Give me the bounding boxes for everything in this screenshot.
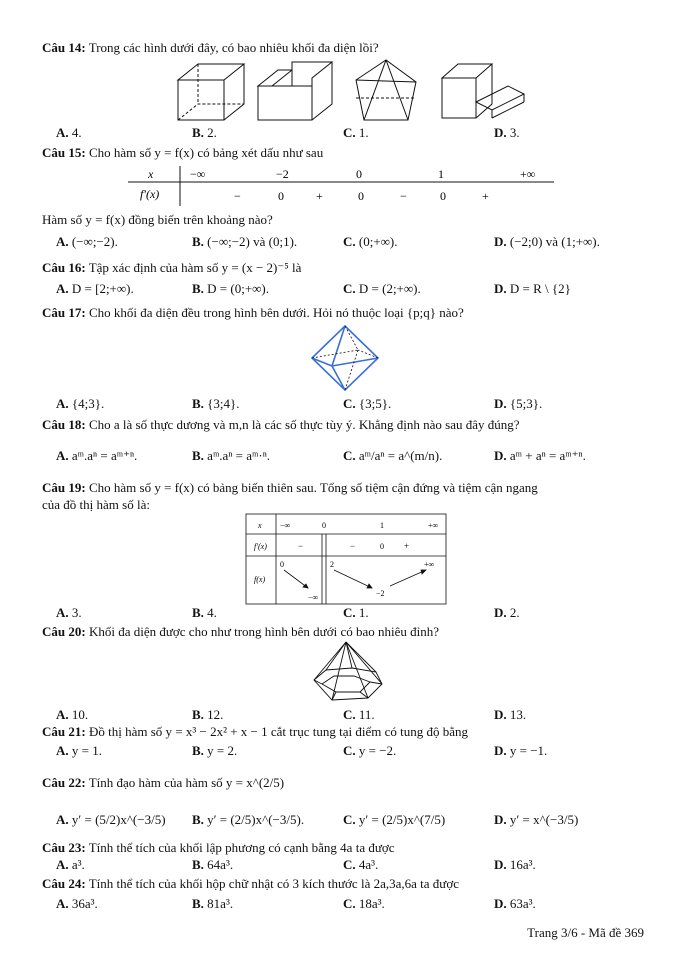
q20-option-b[interactable]: B. 12. (192, 707, 224, 722)
q19-option-b[interactable]: B. 4. (192, 605, 217, 620)
q15-sign-table (128, 164, 554, 208)
q23-text: Tính thể tích của khối lập phương có cạnh bằng 4a ta được (88, 840, 395, 855)
q15-number: Câu 15: (42, 145, 86, 160)
q19-row-fp: f′(x) (254, 542, 267, 551)
q19-f-0: 0 (280, 560, 284, 569)
q18-number: Câu 18: (42, 417, 86, 432)
q24-option-d[interactable]: D. 63a³. (494, 896, 536, 911)
q22-stem (42, 775, 284, 791)
q22-number: Câu 22: (42, 775, 86, 790)
q19-f-1: −∞ (308, 593, 319, 602)
q15-sign-1: 0 (278, 189, 284, 203)
q19-option-d[interactable]: D. 2. (494, 605, 520, 620)
q21-option-d[interactable]: D. y = −1. (494, 743, 548, 758)
q16-option-c[interactable]: C. D = (2;+∞). (343, 281, 421, 296)
q17-option-c[interactable]: C. {3;5}. (343, 396, 392, 411)
q18-option-a[interactable]: A. aᵐ.aⁿ = aᵐ⁺ⁿ. (56, 448, 138, 463)
q16-option-a[interactable]: A. D = [2;+∞). (56, 281, 134, 296)
q22-option-d[interactable]: D. y′ = x^(−3/5) (494, 812, 579, 827)
q14-option-c[interactable]: C. 1. (343, 125, 369, 140)
q20-polyhedron (310, 640, 384, 706)
q21-option-c[interactable]: C. y = −2. (343, 743, 397, 758)
q19-text: Cho hàm số y = f(x) có bảng biến thiên sau. Tổng số tiệm cận đứng và tiệm cận ngang (88, 480, 538, 495)
q16-text: Tập xác định của hàm số y = (x − 2)⁻⁵ là (88, 260, 302, 275)
q22-option-a[interactable]: A. y′ = (5/2)x^(−3/5) (56, 812, 166, 827)
q19-sign-1: − (350, 541, 356, 551)
q15-sign-3: 0 (358, 189, 364, 203)
q22-text: Tính đạo hàm của hàm số y = x^(2/5) (88, 775, 285, 790)
q19-x-3: +∞ (428, 521, 439, 530)
q19-text-2: của đồ thị hàm số là: (42, 497, 150, 512)
q19-sign-3: + (404, 541, 410, 551)
q21-text: Đồ thị hàm số y = x³ − 2x² + x − 1 cắt trục tung tại điểm có tung độ bằng (88, 724, 468, 739)
q19-sign-0: − (298, 541, 304, 551)
q24-option-c[interactable]: C. 18a³. (343, 896, 385, 911)
q22-option-b[interactable]: B. y′ = (2/5)x^(−3/5). (192, 812, 305, 827)
q15-row-x: x (148, 167, 154, 181)
q20-option-a[interactable]: A. 10. (56, 707, 89, 722)
q18-option-b[interactable]: B. aᵐ.aⁿ = aᵐ·ⁿ. (192, 448, 271, 463)
q14-option-b[interactable]: B. 2. (192, 125, 217, 140)
q23-option-b[interactable]: B. 64a³. (192, 857, 234, 872)
q23-option-d[interactable]: D. 16a³. (494, 857, 536, 872)
q19-f-2: 2 (330, 560, 334, 569)
q16-number: Câu 16: (42, 260, 86, 275)
q21-number: Câu 21: (42, 724, 86, 739)
q17-text: Cho khối đa diện đều trong hình bên dưới. Hỏi nó thuộc loại {p;q} nào? (88, 305, 464, 320)
q17-octahedron (310, 324, 380, 392)
q14-text: Trong các hình dưới đây, có bao nhiêu khối đa diện lồi? (88, 40, 379, 55)
q15-stem (42, 145, 323, 161)
q20-option-c[interactable]: C. 11. (343, 707, 375, 722)
q15-sign-6: + (482, 189, 489, 203)
q23-option-a[interactable]: A. a³. (56, 857, 85, 872)
q16-option-d[interactable]: D. D = R \ {2} (494, 281, 571, 296)
q24-stem (42, 876, 459, 892)
q17-option-b[interactable]: B. {3;4}. (192, 396, 240, 411)
q24-option-a[interactable]: A. 36a³. (56, 896, 98, 911)
q20-stem (42, 624, 439, 640)
q15-row-fp: f′(x) (140, 187, 160, 201)
q19-stem (42, 480, 538, 496)
q15-option-a[interactable]: A. (−∞;−2). (56, 234, 118, 249)
q17-number: Câu 17: (42, 305, 86, 320)
q15-text: Cho hàm số y = f(x) có bảng xét dấu như sau (88, 145, 324, 160)
q17-option-a[interactable]: A. {4;3}. (56, 396, 105, 411)
q23-option-c[interactable]: C. 4a³. (343, 857, 379, 872)
q15-x-0: −∞ (190, 167, 206, 181)
q20-option-d[interactable]: D. 13. (494, 707, 527, 722)
q18-stem (42, 417, 520, 433)
q14-stem (42, 40, 379, 56)
q15-option-c[interactable]: C. (0;+∞). (343, 234, 398, 249)
q24-text: Tính thể tích của khối hộp chữ nhật có 3 kích thước là 2a,3a,6a ta được (88, 876, 459, 891)
q19-row-x: x (258, 521, 262, 530)
q19-sign-2: 0 (380, 542, 384, 551)
q19-option-a[interactable]: A. 3. (56, 605, 82, 620)
q17-stem (42, 305, 464, 321)
q14-option-a[interactable]: A. 4. (56, 125, 82, 140)
q21-option-b[interactable]: B. y = 2. (192, 743, 238, 758)
page-footer: Trang 3/6 - Mã đề 369 (527, 925, 644, 940)
q15-x-4: +∞ (520, 167, 536, 181)
q23-stem (42, 840, 395, 856)
q15-sign-4: − (400, 189, 407, 203)
q16-option-b[interactable]: B. D = (0;+∞). (192, 281, 270, 296)
q15-option-b[interactable]: B. (−∞;−2) và (0;1). (192, 234, 298, 249)
q18-option-c[interactable]: C. aᵐ/aⁿ = a^(m/n). (343, 448, 443, 463)
q20-number: Câu 20: (42, 624, 86, 639)
q19-x-0: −∞ (280, 521, 291, 530)
q15-sign-0: − (234, 189, 241, 203)
q15-x-1: −2 (276, 167, 289, 181)
q15-option-d[interactable]: D. (−2;0) và (1;+∞). (494, 234, 600, 249)
q19-f-3: −2 (376, 589, 385, 598)
q19-x-1: 0 (322, 521, 326, 530)
q15-sign-2: + (316, 189, 323, 203)
q14-figures (172, 58, 532, 124)
q16-stem (42, 260, 301, 276)
q20-text: Khối đa diện được cho như trong hình bên dưới có bao nhiêu đỉnh? (88, 624, 440, 639)
q19-option-c[interactable]: C. 1. (343, 605, 369, 620)
q22-option-c[interactable]: C. y′ = (2/5)x^(7/5) (343, 812, 446, 827)
q15-ask: Hàm số y = f(x) đồng biến trên khoảng nào? (42, 212, 273, 227)
q19-variation-table (246, 514, 446, 604)
q18-text: Cho a là số thực dương và m,n là các số thực tùy ý. Khẳng định nào sau đây đúng? (88, 417, 520, 432)
q14-option-d[interactable]: D. 3. (494, 125, 520, 140)
q19-number: Câu 19: (42, 480, 86, 495)
q19-row-f: f(x) (254, 575, 266, 584)
q18-option-d[interactable]: D. aᵐ + aⁿ = aᵐ⁺ⁿ. (494, 448, 586, 463)
q19-f-4: +∞ (424, 560, 435, 569)
q14-number: Câu 14: (42, 40, 86, 55)
q21-option-a[interactable]: A. y = 1. (56, 743, 102, 758)
q21-stem (42, 724, 468, 740)
q15-x-3: 1 (438, 167, 444, 181)
q19-x-2: 1 (380, 521, 384, 530)
q23-number: Câu 23: (42, 840, 86, 855)
q24-number: Câu 24: (42, 876, 86, 891)
q24-option-b[interactable]: B. 81a³. (192, 896, 234, 911)
q15-sign-5: 0 (440, 189, 446, 203)
q17-option-d[interactable]: D. {5;3}. (494, 396, 543, 411)
q15-x-2: 0 (356, 167, 362, 181)
